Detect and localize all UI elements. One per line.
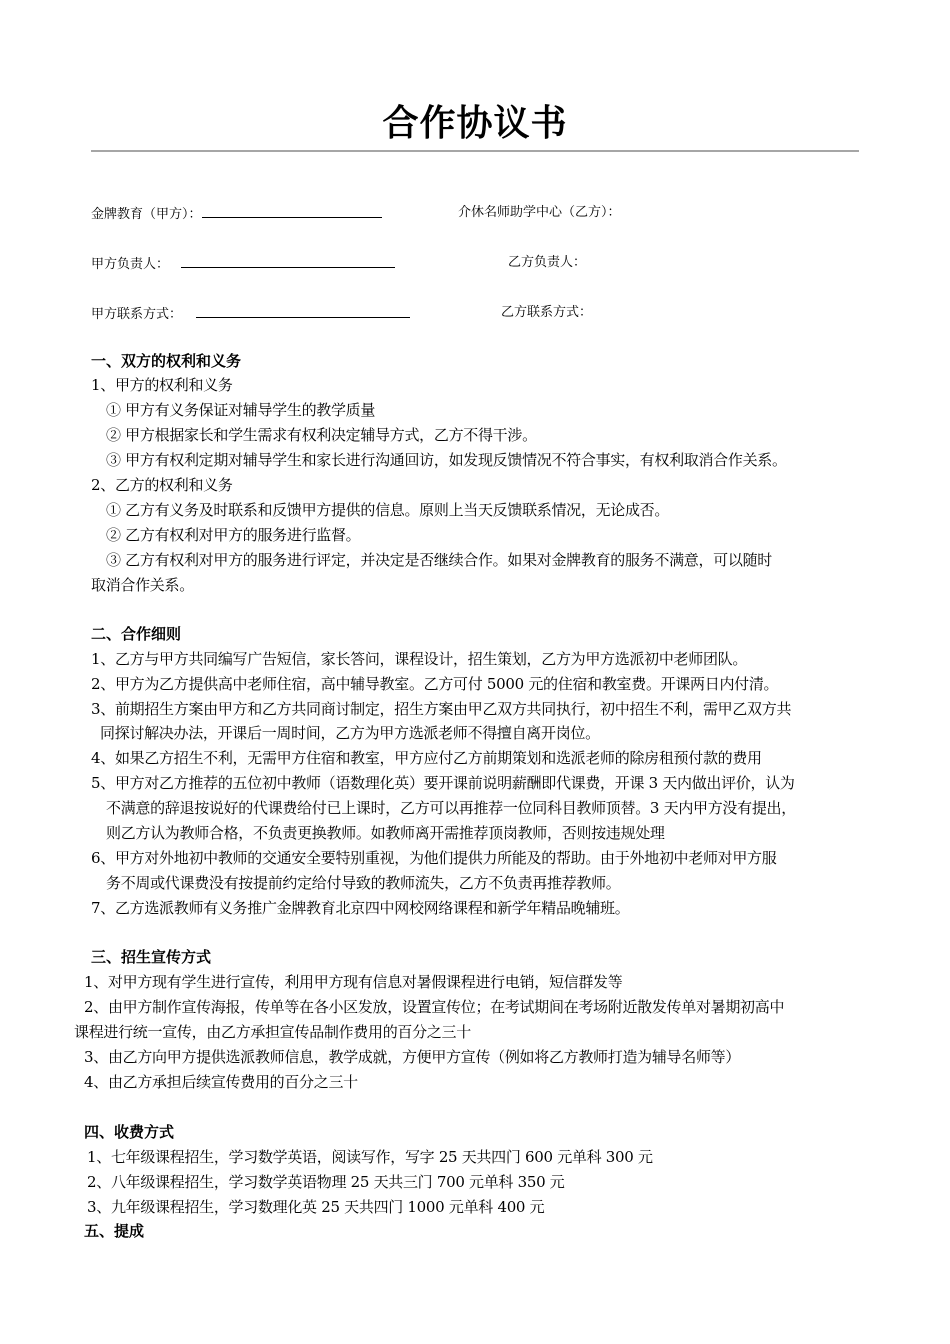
section-4-item-1: 1、七年级课程招生，学习数学英语，阅读写作，写字 25 天共四门 600 元单科 300 元 [87, 1148, 653, 1166]
section-1-item-b2: ② 乙方有权利对甲方的服务进行监督。 [106, 526, 361, 544]
party-a-field [91, 203, 382, 225]
section-1-item-b3-line2: 取消合作关系。 [91, 576, 194, 594]
section-2-item-4: 4、如果乙方招生不利，无需甲方住宿和教室，甲方应付乙方前期策划和选派老师的除房租预付款的费用 [91, 749, 762, 767]
party-a-contact-blank [196, 303, 410, 318]
section-1-item-a2: ② 甲方根据家长和学生需求有权利决定辅导方式，乙方不得干涉。 [106, 426, 537, 444]
party-b-contact-label: 乙方联系方式： [501, 305, 593, 320]
section-2-item-1: 1、乙方与甲方共同编写广告短信，家长答问，课程设计，招生策划，乙方为甲方选派初中老师团队。 [91, 650, 748, 668]
section-3-item-1: 1、对甲方现有学生进行宣传，利用甲方现有信息对暑假课程进行电销，短信群发等 [84, 973, 623, 991]
section-2-item-6-line2: 务不周或代课费没有按提前约定给付导致的教师流失，乙方不负责再推荐教师。 [106, 874, 621, 892]
section-2-heading: 二、合作细则 [91, 625, 182, 643]
section-3-item-3: 3、由乙方向甲方提供选派教师信息，教学成就，方便甲方宣传（例如将乙方教师打造为辅导名师等） [84, 1048, 741, 1066]
section-2-item-3-line1: 3、前期招生方案由甲方和乙方共同商讨制定，招生方案由甲乙双方共同执行，初中招生不利，需甲乙双方共 [91, 700, 792, 718]
section-2-item-2: 2、甲方为乙方提供高中老师住宿，高中辅导教室。乙方可付 5000 元的住宿和教室费。开课两日内付清。 [91, 675, 779, 693]
party-a-label: 金牌教育（甲方）： [91, 207, 202, 222]
section-1-item-a3: ③ 甲方有权利定期对辅导学生和家长进行沟通回访，如发现反馈情况不符合事实，有权利取消合作关系。 [106, 451, 787, 469]
section-3-item-2-line1: 2、由甲方制作宣传海报，传单等在各小区发放，设置宣传位；在考试期间在考场附近散发传单对暑期初高中 [84, 998, 785, 1016]
document-title: 合作协议书 [382, 103, 568, 144]
section-1-item-b3-line1: ③ 乙方有权利对甲方的服务进行评定，并决定是否继续合作。如果对金牌教育的服务不满意，可以随时 [106, 551, 772, 569]
section-2-item-3-line2: 同探讨解决办法，开课后一周时间，乙方为甲方选派老师不得擅自离开岗位。 [100, 724, 600, 742]
party-b-label: 介休名师助学中心（乙方）： [458, 205, 621, 220]
title-divider [91, 150, 859, 152]
party-a-person-blank [181, 253, 395, 268]
section-4-item-2: 2、八年级课程招生，学习数学英语物理 25 天共三门 700 元单科 350 元 [87, 1173, 565, 1191]
party-a-contact-label: 甲方联系方式： [91, 307, 183, 322]
section-2-item-5-line2: 不满意的辞退按说好的代课费给付已上课时，乙方可以再推荐一位同科目教师顶替。3 天内甲方没有提出， [106, 799, 796, 817]
section-4-item-3: 3、九年级课程招生，学习数理化英 25 天共四门 1000 元单科 400 元 [87, 1198, 545, 1216]
section-2-item-5-line1: 5、甲方对乙方推荐的五位初中教师（语数理化英）要开课前说明薪酬即代课费，开课 3 天内做出评价，认为 [91, 774, 795, 792]
party-b-person-label: 乙方负责人： [508, 255, 587, 270]
party-a-blank [202, 203, 382, 218]
section-1-item-a1: ① 甲方有义务保证对辅导学生的教学质量 [106, 401, 376, 419]
party-a-contact-field [91, 303, 410, 325]
section-3-heading: 三、招生宣传方式 [91, 948, 212, 966]
section-1-heading: 一、双方的权利和义务 [91, 352, 242, 370]
section-5-heading: 五、提成 [84, 1222, 145, 1240]
party-a-person-label: 甲方负责人： [91, 257, 170, 272]
section-1-sub-2: 2、乙方的权利和义务 [91, 476, 233, 494]
party-a-person-field [91, 253, 395, 275]
section-2-item-7: 7、乙方选派教师有义务推广金牌教育北京四中网校网络课程和新学年精品晚辅班。 [91, 899, 630, 917]
section-1-sub-1: 1、甲方的权利和义务 [91, 376, 233, 394]
section-1-item-b1: ① 乙方有义务及时联系和反馈甲方提供的信息。原则上当天反馈联系情况，无论成否。 [106, 501, 670, 519]
section-4-heading: 四、收费方式 [84, 1123, 175, 1141]
section-3-item-2-line2: 课程进行统一宣传，由乙方承担宣传品制作费用的百分之三十 [74, 1023, 471, 1041]
section-2-item-6-line1: 6、甲方对外地初中教师的交通安全要特别重视，为他们提供力所能及的帮助。由于外地初中老师对甲方服 [91, 849, 777, 867]
section-2-item-5-line3: 则乙方认为教师合格，不负责更换教师。如教师离开需推荐顶岗教师，否则按违规处理 [106, 824, 665, 842]
section-3-item-4: 4、由乙方承担后续宣传费用的百分之三十 [84, 1073, 358, 1091]
